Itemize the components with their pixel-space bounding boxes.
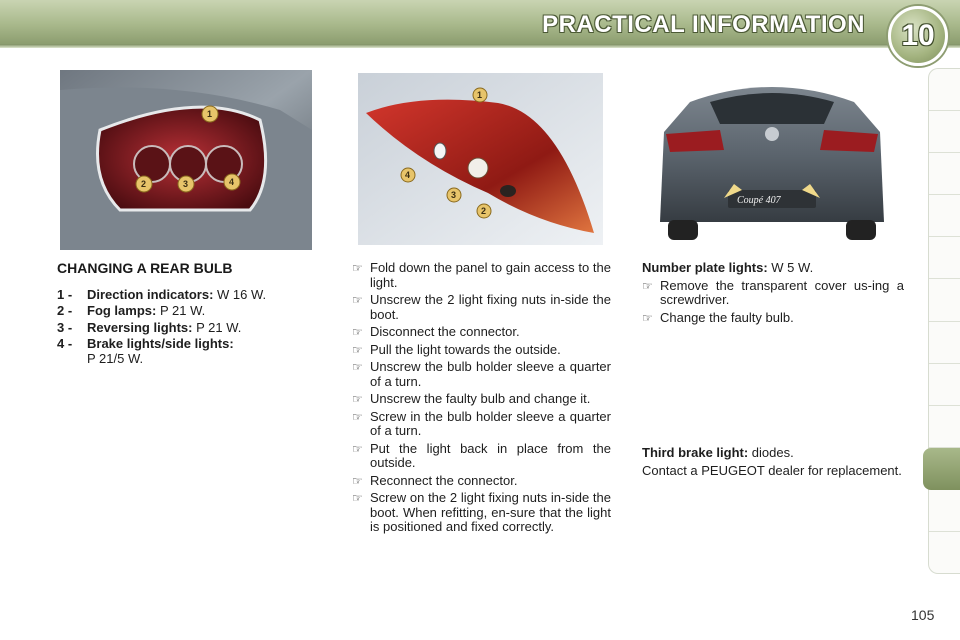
bulb-item xyxy=(57,321,307,336)
pointing-hand-icon: ☞ xyxy=(352,360,363,374)
bulb-label: Reversing lights: xyxy=(87,319,193,335)
procedure-step: ☞ Unscrew the 2 light fixing nuts in-side the boot. xyxy=(352,292,611,322)
chapter-tab[interactable] xyxy=(929,406,960,448)
chapter-tab[interactable] xyxy=(929,69,960,111)
pointing-hand-icon: ☞ xyxy=(352,473,363,488)
procedure-step: ☞ Unscrew the bulb holder sleeve a quarter of a turn. xyxy=(352,359,611,389)
bulb-label: Fog lamps: xyxy=(87,303,157,318)
other-lights-column xyxy=(642,261,904,481)
chapter-tab[interactable] xyxy=(929,364,960,406)
pointing-hand-icon: ☞ xyxy=(352,293,363,307)
chapter-tab[interactable] xyxy=(929,322,960,364)
procedure-step: ☞ Screw on the 2 light fixing nuts in-side the boot. When refitting, en-sure that the light is positioned and fixed correctly. xyxy=(352,490,611,534)
procedure-step: ☞ Change the faulty bulb. xyxy=(642,309,794,325)
contact-dealer-text: Contact a PEUGEOT dealer for replacement. xyxy=(642,462,902,478)
chapter-badge xyxy=(888,6,948,66)
procedure-step: ☞ Remove the transparent cover us-ing a screwdriver. xyxy=(642,277,904,307)
procedure-step: ☞ Disconnect the connector. xyxy=(352,324,520,339)
chapter-tab[interactable] xyxy=(929,153,960,195)
procedure-step: ☞ Fold down the panel to gain access to the light. xyxy=(352,260,611,290)
chapter-tab[interactable] xyxy=(929,195,960,237)
pointing-hand-icon: ☞ xyxy=(352,261,363,275)
bulb-value: P 21/5 W. xyxy=(87,350,144,366)
pointing-hand-icon: ☞ xyxy=(642,278,653,293)
page-title: PRACTICAL INFORMATION xyxy=(542,11,865,38)
chapter-tab[interactable] xyxy=(929,111,960,153)
callout-label: 4 xyxy=(405,170,411,180)
procedure-step: ☞ Reconnect the connector. xyxy=(352,472,518,488)
callout-label: 4 xyxy=(229,177,235,187)
callout-label: 1 xyxy=(477,90,483,100)
section-title: CHANGING A REAR BULB xyxy=(57,260,233,276)
bulb-item xyxy=(57,337,307,366)
car-rear-photo xyxy=(648,72,896,244)
light-unit-photo xyxy=(358,73,603,245)
plate-text: Coupé 407 xyxy=(737,195,781,206)
pointing-hand-icon: ☞ xyxy=(642,310,653,325)
procedure-step: ☞ Put the light back in place from the outside. xyxy=(352,440,611,470)
procedure-step: ☞ Unscrew the faulty bulb and change it. xyxy=(352,391,591,406)
pointing-hand-icon: ☞ xyxy=(352,491,363,505)
callout-label: 2 xyxy=(141,179,147,189)
chapter-tabs xyxy=(928,68,960,574)
header-divider xyxy=(0,44,960,48)
callout-label: 1 xyxy=(207,109,213,119)
bulb-number: 2 - xyxy=(57,303,73,318)
bulb-number: 4 - xyxy=(57,336,73,351)
chapter-tab-active[interactable] xyxy=(923,448,960,490)
third-brake-heading: Third brake light: diodes. xyxy=(642,445,794,460)
procedure-column xyxy=(352,261,611,538)
callout-label: 2 xyxy=(481,206,487,216)
bulb-value: P 21 W. xyxy=(192,319,242,335)
bulb-item xyxy=(57,304,307,319)
bulb-list-column xyxy=(57,260,307,368)
number-plate-heading: Number plate lights: W 5 W. xyxy=(642,260,814,275)
procedure-step: ☞ Screw in the bulb holder sleeve a quarter of a turn. xyxy=(352,408,611,438)
bulb-item xyxy=(57,288,307,303)
chapter-number: 10 xyxy=(901,19,935,52)
pointing-hand-icon: ☞ xyxy=(352,342,363,357)
chapter-tab[interactable] xyxy=(929,279,960,321)
pointing-hand-icon: ☞ xyxy=(352,409,363,424)
procedure-step: ☞ Pull the light towards the outside. xyxy=(352,341,561,357)
pointing-hand-icon: ☞ xyxy=(352,325,363,339)
rear-light-photo xyxy=(60,70,312,250)
bulb-value: W 16 W. xyxy=(213,286,267,302)
pointing-hand-icon: ☞ xyxy=(352,392,363,406)
pointing-hand-icon: ☞ xyxy=(352,441,363,456)
bulb-label: Direction indicators: xyxy=(87,286,214,302)
chapter-tab[interactable] xyxy=(929,237,960,279)
bulb-value: P 21 W. xyxy=(156,303,206,318)
bulb-number: 3 - xyxy=(57,319,73,335)
callout-label: 3 xyxy=(183,179,189,189)
bulb-label: Brake lights/side lights: xyxy=(87,336,234,351)
page-number: 105 xyxy=(911,607,935,623)
chapter-tab[interactable] xyxy=(929,490,960,532)
callout-label: 3 xyxy=(451,190,457,200)
bulb-number: 1 - xyxy=(57,286,73,302)
